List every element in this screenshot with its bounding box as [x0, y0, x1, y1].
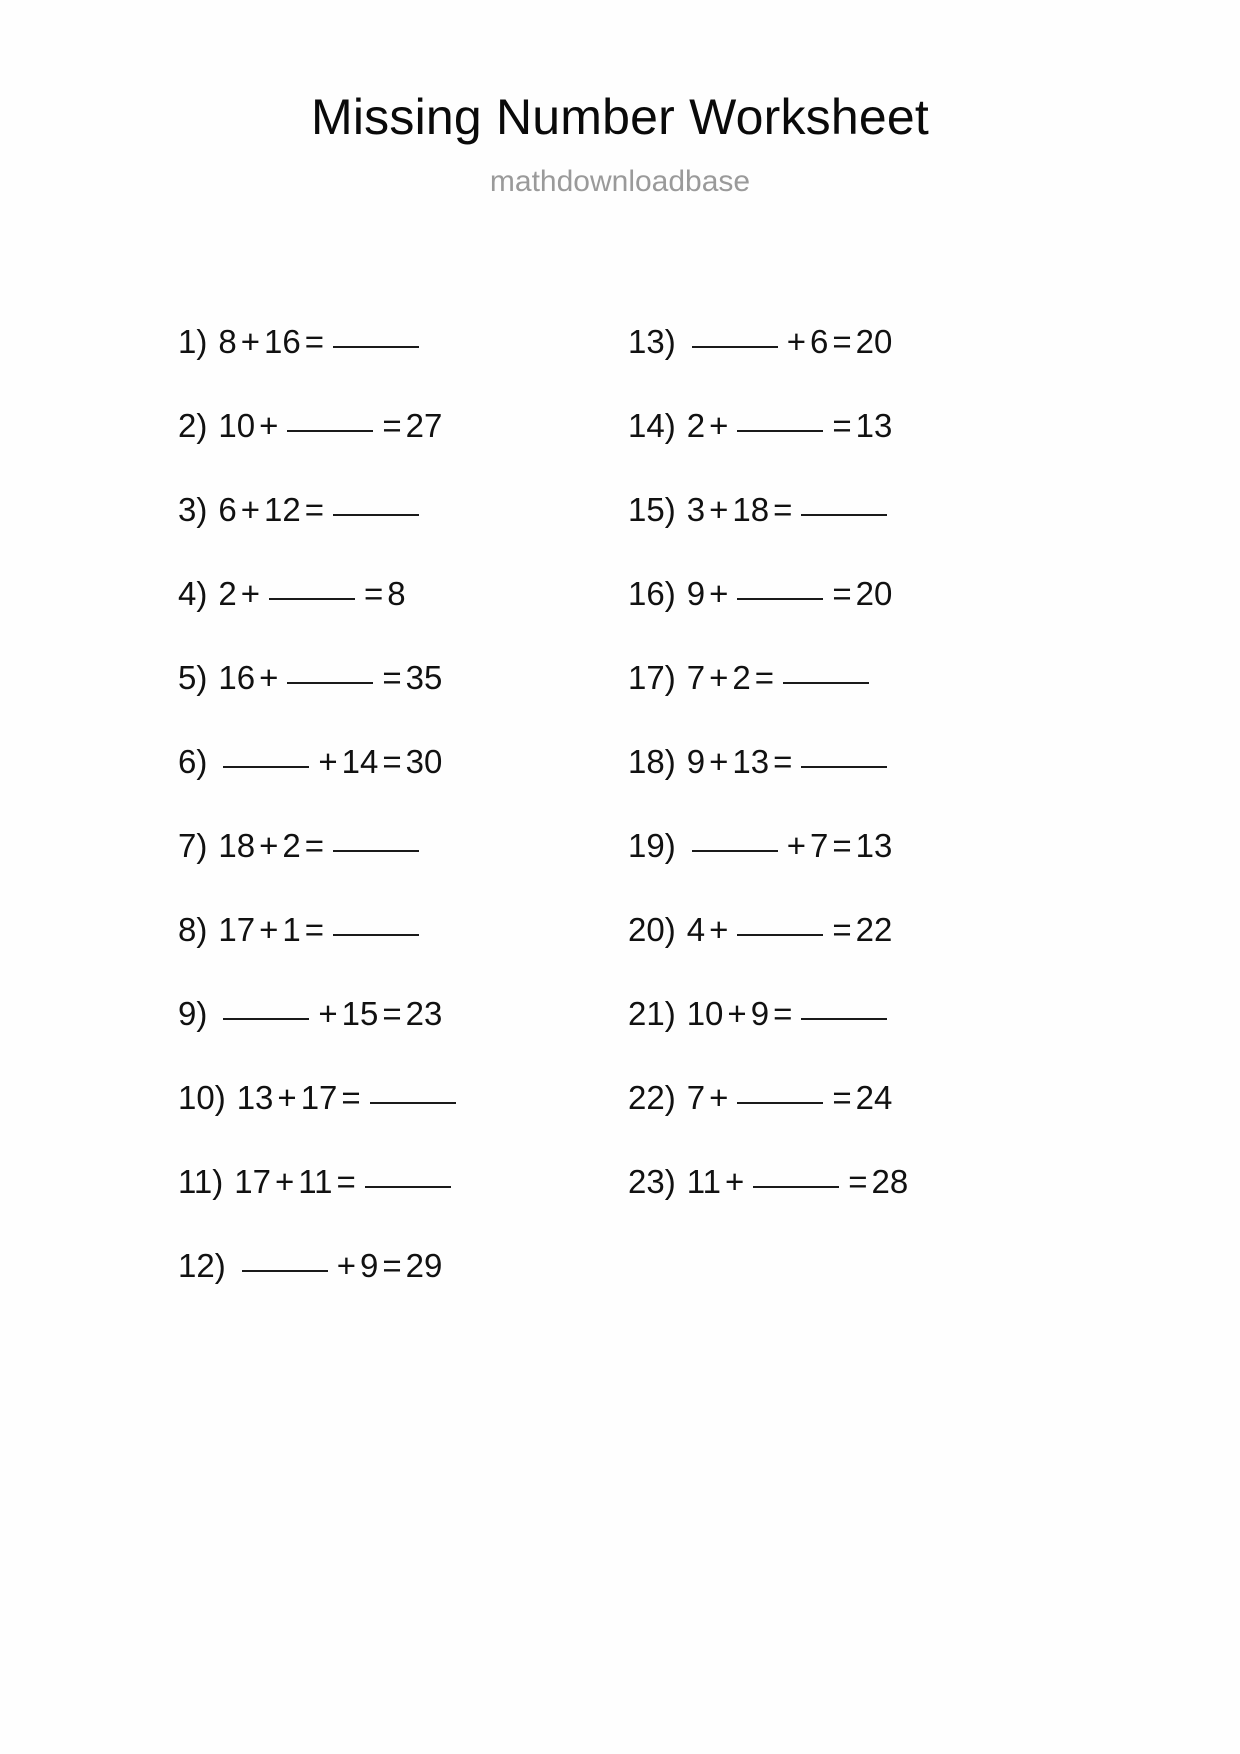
operand-b: 9 [359, 1247, 379, 1284]
equals-sign: = [363, 575, 384, 612]
equals-sign: = [304, 911, 324, 948]
answer-blank[interactable] [783, 681, 869, 684]
problem-item [178, 636, 628, 720]
operator: + [727, 995, 747, 1032]
operand-b: 1 [282, 911, 301, 948]
problem-number: 9) [178, 995, 208, 1032]
problem-number: 3) [178, 491, 208, 528]
problem-item [628, 804, 1078, 888]
operand-a: 10 [218, 407, 256, 444]
problem-item [628, 384, 1078, 468]
operator: + [709, 1079, 729, 1116]
operand-a: 9 [686, 575, 706, 612]
result-value: 13 [855, 407, 893, 444]
operator: + [709, 407, 729, 444]
problem-item [178, 888, 628, 972]
result-value: 8 [387, 575, 406, 612]
equals-sign: = [341, 1079, 361, 1116]
problem-number: 23) [628, 1163, 676, 1200]
problem-item [628, 720, 1078, 804]
answer-blank[interactable] [287, 429, 373, 432]
problem-number: 6) [178, 743, 208, 780]
equals-sign: = [832, 911, 852, 948]
operator: + [277, 1079, 297, 1116]
problem-item [628, 1140, 1078, 1224]
operand-a: 8 [218, 323, 237, 360]
operand-a: 7 [686, 659, 706, 696]
result-value: 22 [855, 911, 893, 948]
operand-b: 14 [341, 743, 379, 780]
result-value: 20 [855, 323, 893, 360]
answer-blank[interactable] [737, 933, 823, 936]
answer-blank[interactable] [333, 345, 419, 348]
operand-b: 17 [300, 1079, 338, 1116]
problem-item [628, 636, 1078, 720]
problem-item [178, 720, 628, 804]
operator: + [274, 1163, 295, 1200]
answer-blank[interactable] [801, 1017, 887, 1020]
problem-item [178, 972, 628, 1056]
operand-b: 15 [341, 995, 379, 1032]
result-value: 35 [405, 659, 443, 696]
operator: + [259, 659, 279, 696]
equals-sign: = [304, 827, 324, 864]
answer-blank[interactable] [692, 345, 778, 348]
problem-columns [178, 300, 1078, 1308]
operand-b: 2 [282, 827, 301, 864]
operand-a: 10 [686, 995, 724, 1032]
page-subtitle: mathdownloadbase [489, 165, 751, 198]
equals-sign: = [848, 1163, 868, 1200]
operand-a: 17 [234, 1163, 271, 1200]
answer-blank[interactable] [242, 1269, 328, 1272]
operator: + [336, 1247, 356, 1284]
problem-number: 16) [628, 575, 676, 612]
equals-sign: = [832, 575, 852, 612]
operand-a: 7 [686, 1079, 706, 1116]
problem-item [178, 1140, 628, 1224]
operand-b: 16 [263, 323, 301, 360]
operand-a: 17 [218, 911, 256, 948]
operator: + [259, 827, 279, 864]
operand-a: 13 [236, 1079, 274, 1116]
problem-number: 8) [178, 911, 208, 948]
equals-sign: = [304, 323, 324, 360]
operand-a: 6 [218, 491, 237, 528]
operand-a: 11 [686, 1163, 721, 1200]
problem-number: 13) [628, 323, 676, 360]
operator: + [318, 995, 338, 1032]
problem-item [178, 384, 628, 468]
answer-blank[interactable] [223, 1017, 309, 1020]
equals-sign: = [382, 743, 402, 780]
answer-blank[interactable] [692, 849, 778, 852]
answer-blank[interactable] [365, 1185, 451, 1188]
problem-item [628, 888, 1078, 972]
equals-sign: = [304, 491, 324, 528]
equals-sign: = [773, 995, 793, 1032]
result-value: 29 [405, 1247, 443, 1284]
problem-number: 7) [178, 827, 208, 864]
problem-number: 11) [178, 1163, 224, 1200]
problem-number: 1) [178, 323, 208, 360]
result-value: 20 [855, 575, 893, 612]
problem-number: 4) [178, 575, 208, 612]
operator: + [709, 911, 729, 948]
equals-sign: = [754, 659, 774, 696]
equals-sign: = [773, 743, 793, 780]
problem-number: 21) [628, 995, 676, 1032]
operand-a: 2 [218, 575, 237, 612]
page-title: Missing Number Worksheet [311, 89, 929, 145]
equals-sign: = [382, 995, 402, 1032]
equals-sign: = [382, 407, 402, 444]
answer-blank[interactable] [737, 429, 823, 432]
operand-b: 12 [263, 491, 301, 528]
problem-item [178, 804, 628, 888]
problem-number: 12) [178, 1247, 226, 1284]
answer-blank[interactable] [737, 597, 823, 600]
problem-item [628, 552, 1078, 636]
result-value: 23 [405, 995, 443, 1032]
equals-sign: = [773, 491, 793, 528]
problem-item [178, 552, 628, 636]
operator: + [786, 827, 806, 864]
operand-b: 7 [809, 827, 829, 864]
operand-b: 2 [732, 659, 751, 696]
equals-sign: = [832, 407, 852, 444]
operator: + [786, 323, 806, 360]
operand-a: 18 [218, 827, 256, 864]
problem-number: 19) [628, 827, 676, 864]
problem-number: 22) [628, 1079, 676, 1116]
result-value: 13 [855, 827, 893, 864]
problem-item [178, 300, 628, 384]
answer-blank[interactable] [287, 681, 373, 684]
problem-item [178, 1224, 628, 1308]
problem-item [628, 468, 1078, 552]
result-value: 28 [871, 1163, 909, 1200]
operand-a: 3 [686, 491, 706, 528]
result-value: 30 [405, 743, 443, 780]
problem-column-right [628, 300, 1078, 1308]
answer-blank[interactable] [801, 513, 887, 516]
operator: + [709, 575, 729, 612]
problem-column-left [178, 300, 628, 1308]
operator: + [259, 911, 279, 948]
equals-sign: = [336, 1163, 356, 1200]
equals-sign: = [832, 1079, 852, 1116]
operator: + [318, 743, 338, 780]
operator: + [724, 1163, 745, 1200]
problem-number: 20) [628, 911, 676, 948]
operand-a: 9 [686, 743, 706, 780]
problem-item [178, 1056, 628, 1140]
problem-item [628, 972, 1078, 1056]
result-value: 27 [405, 407, 443, 444]
operator: + [240, 575, 260, 612]
answer-blank[interactable] [333, 513, 419, 516]
operand-a: 16 [218, 659, 256, 696]
problem-number: 14) [628, 407, 676, 444]
equals-sign: = [382, 1247, 402, 1284]
answer-blank[interactable] [753, 1185, 839, 1188]
problem-item [178, 468, 628, 552]
operand-b: 9 [750, 995, 770, 1032]
operator: + [240, 323, 260, 360]
operand-b: 13 [732, 743, 770, 780]
problem-number: 17) [628, 659, 676, 696]
answer-blank[interactable] [801, 765, 887, 768]
operator: + [259, 407, 279, 444]
operand-a: 4 [686, 911, 706, 948]
answer-blank[interactable] [269, 597, 355, 600]
answer-blank[interactable] [737, 1101, 823, 1104]
equals-sign: = [832, 323, 852, 360]
equals-sign: = [832, 827, 852, 864]
problem-number: 5) [178, 659, 208, 696]
problem-number: 10) [178, 1079, 226, 1116]
problem-number: 15) [628, 491, 676, 528]
operand-b: 18 [732, 491, 770, 528]
answer-blank[interactable] [333, 849, 419, 852]
operand-a: 2 [686, 407, 706, 444]
result-value: 24 [855, 1079, 893, 1116]
operator: + [709, 659, 729, 696]
operand-b: 6 [809, 323, 829, 360]
operator: + [709, 743, 729, 780]
problem-number: 18) [628, 743, 676, 780]
problem-item [628, 1056, 1078, 1140]
answer-blank[interactable] [333, 933, 419, 936]
problem-item [628, 300, 1078, 384]
problem-number: 2) [178, 407, 208, 444]
answer-blank[interactable] [370, 1101, 456, 1104]
equals-sign: = [382, 659, 402, 696]
operator: + [709, 491, 729, 528]
operand-b: 11 [298, 1163, 333, 1200]
answer-blank[interactable] [223, 765, 309, 768]
operator: + [240, 491, 260, 528]
